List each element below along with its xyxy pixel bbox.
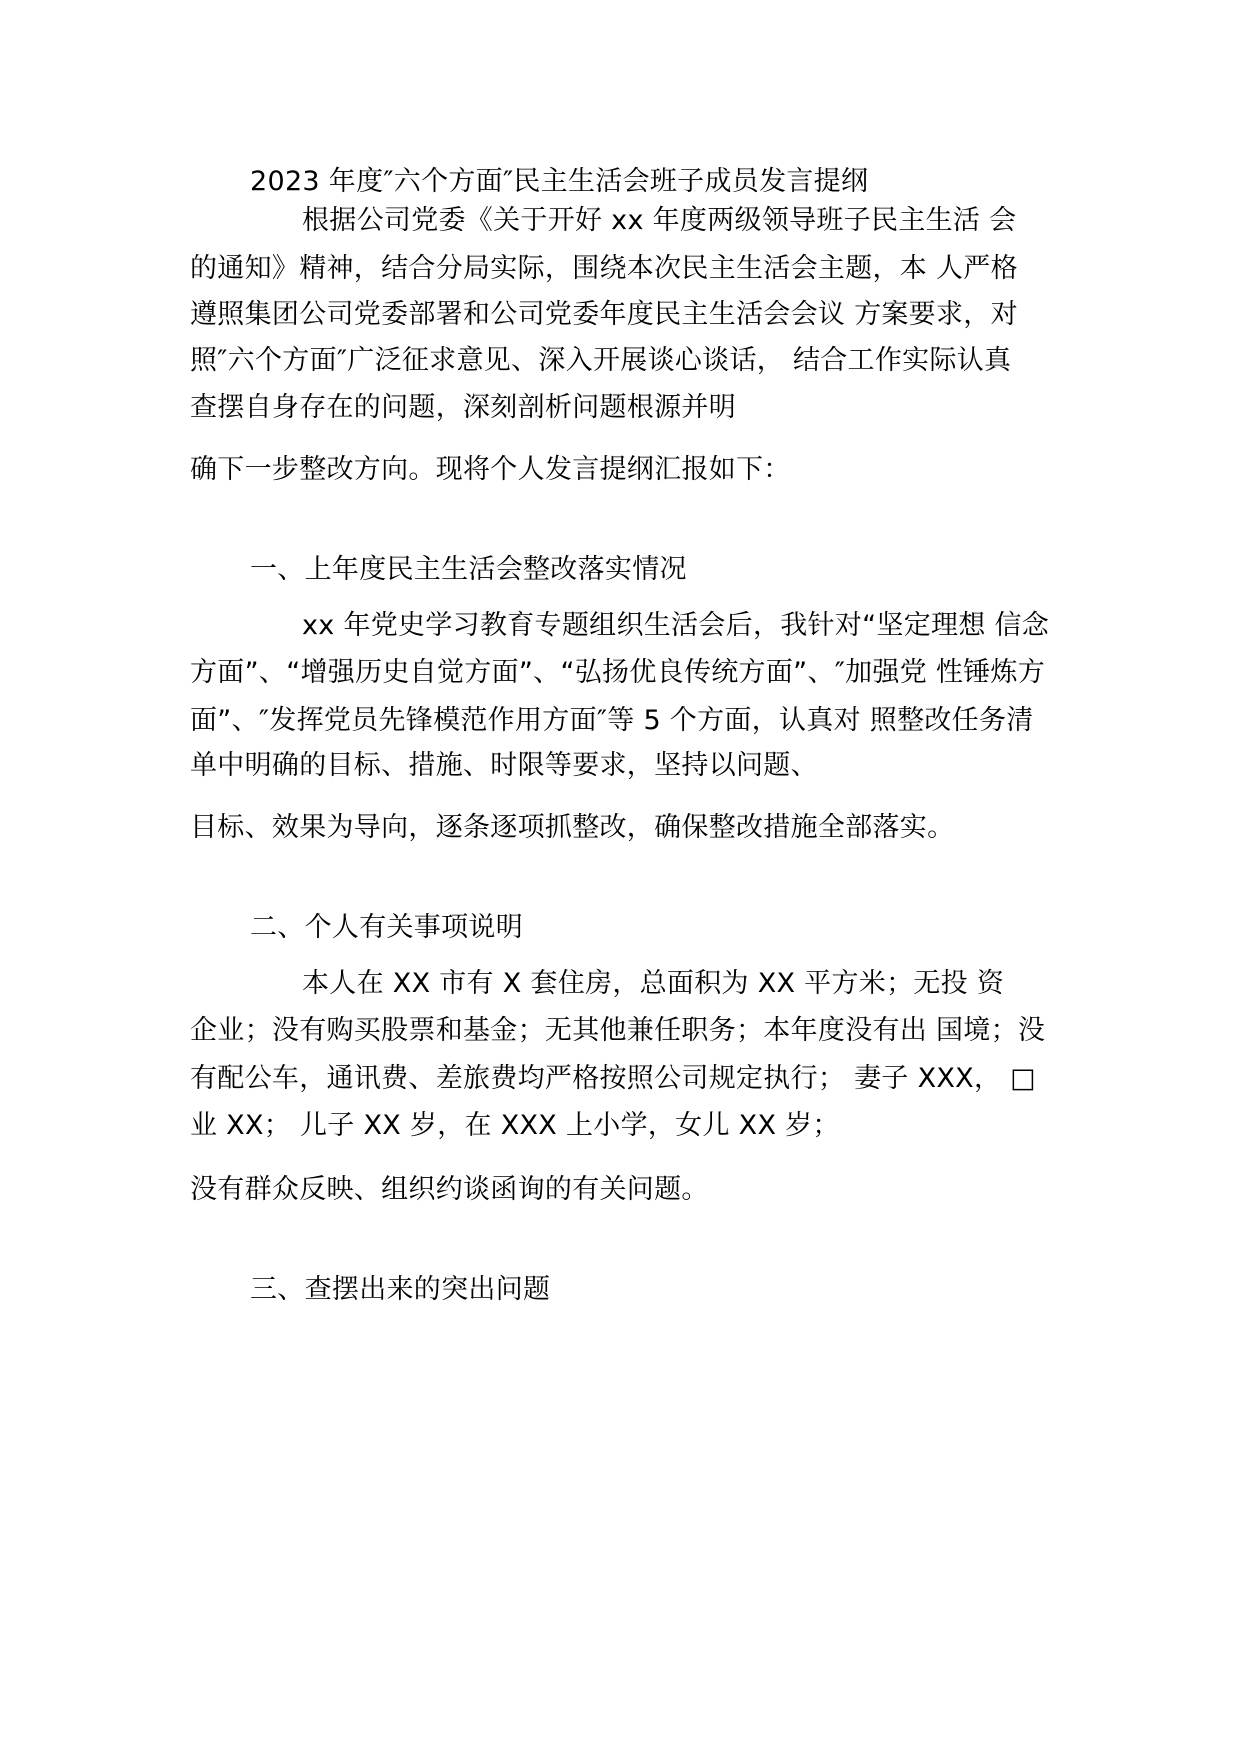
section1-line-2: 方面”、“增强历史自觉方面”、“弘扬优良传统方面”、″加强党 性锤炼方 — [190, 657, 1046, 688]
intro-line-5: 查摆自身存在的问题，深刻剖析问题根源并明 — [190, 392, 736, 423]
section1-line-3: 面”、″发挥党员先锋模范作用方面″等 5 个方面，认真对 照整改任务清 — [190, 705, 1034, 736]
intro-line-3: 遵照集团公司党委部署和公司党委年度民主生活会会议 方案要求，对 — [190, 299, 1018, 330]
section2-line-4: 业 XX； 儿子 XX 岁，在 XXX 上小学，女儿 XX 岁； — [190, 1110, 840, 1141]
intro-line-4: 照″六个方面″广泛征求意见、深入开展谈心谈话， 结合工作实际认真 — [190, 345, 1012, 376]
section1-line-4: 单中明确的目标、措施、时限等要求，坚持以问题、 — [190, 750, 818, 781]
section-heading-3: 三、查摆出来的突出问题 — [250, 1274, 551, 1305]
section2-line-3: 有配公车，通讯费、差旅费均严格按照公司规定执行； 妻子 XXX， □ — [190, 1063, 1036, 1094]
document-title: 2023 年度″六个方面″民主生活会班子成员发言提纲 — [250, 166, 869, 197]
intro-line-2: 的通知》精神，结合分局实际，围绕本次民主生活会主题，本 人严格 — [190, 253, 1018, 284]
intro-line-6: 确下一步整改方向。现将个人发言提纲汇报如下： — [190, 454, 791, 485]
section2-line-5: 没有群众反映、组织约谈函询的有关问题。 — [190, 1174, 709, 1205]
section2-line-2: 企业；没有购买股票和基金；无其他兼任职务；本年度没有出 国境；没 — [190, 1015, 1046, 1046]
section-heading-2: 二、个人有关事项说明 — [250, 912, 523, 943]
section-heading-1: 一、上年度民主生活会整改落实情况 — [250, 554, 687, 585]
section2-line-1: 本人在 XX 市有 X 套住房，总面积为 XX 平方米；无投 资 — [302, 968, 1005, 999]
intro-line-1: 根据公司党委《关于开好 xx 年度两级领导班子民主生活 会 — [302, 205, 1017, 236]
section1-line-5: 目标、效果为导向，逐条逐项抓整改，确保整改措施全部落实。 — [190, 812, 955, 843]
section1-line-1: xx 年党史学习教育专题组织生活会后，我针对“坚定理想 信念 — [302, 610, 1050, 641]
